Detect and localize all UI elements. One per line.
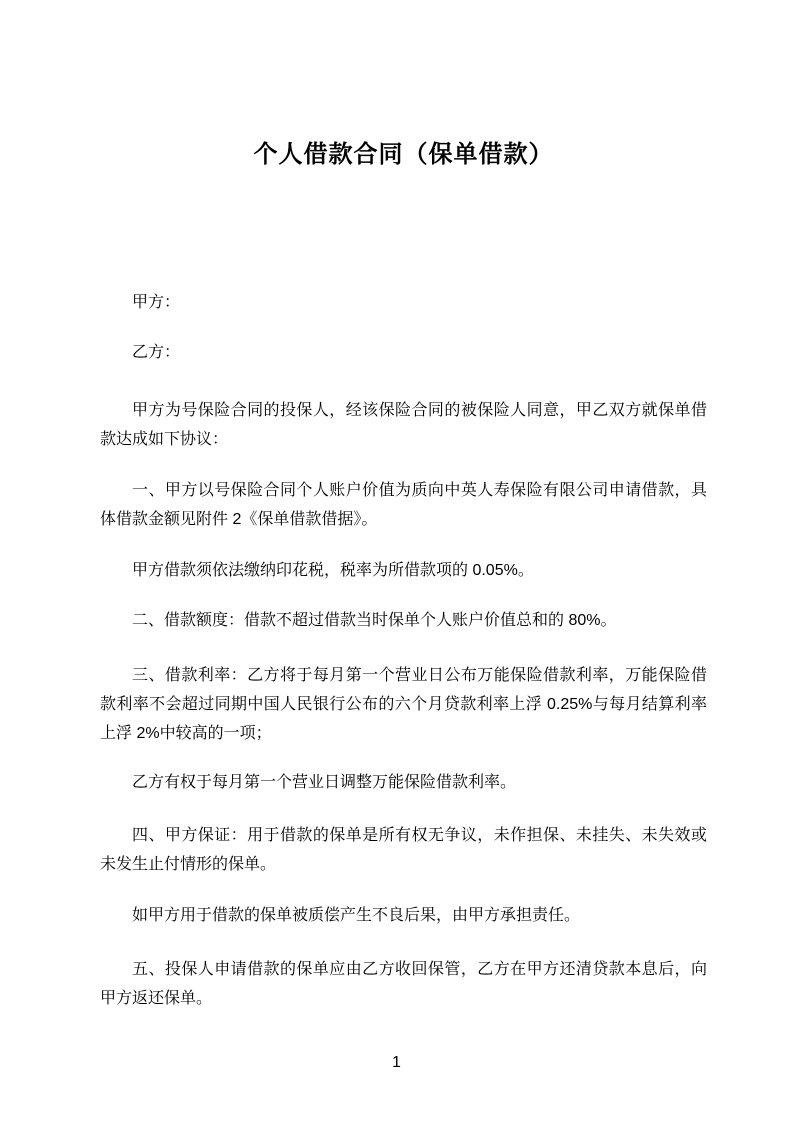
party-b-label: 乙方：	[132, 344, 181, 361]
document-body	[100, 0, 707, 1013]
clause-3-adjust-paragraph: 乙方有权于每月第一个营业日调整万能保险借款利率。	[132, 774, 517, 791]
clause-5-paragraph: 五、投保人申请借款的保单应由乙方收回保管，乙方在甲方还清贷款本息后，向甲方返还保单。	[100, 961, 707, 1007]
clause-4-liability-paragraph: 如甲方用于借款的保单被质偿产生不良后果，由甲方承担责任。	[132, 907, 581, 924]
clause-2-paragraph: 二、借款额度：借款不超过借款当时保单个人账户价值总和的 80%。	[132, 612, 617, 629]
clause-4-paragraph: 四、甲方保证：用于借款的保单是所有权无争议，未作担保、未挂失、未失效或未发生止付情形的保单。	[100, 827, 707, 873]
clause-1-stamp-tax-paragraph: 甲方借款须依法缴纳印花税，税率为所借款项的 0.05%。	[132, 562, 534, 579]
clause-1-paragraph: 一、甲方以号保险合同个人账户价值为质向中英人寿保险有限公司申请借款，具体借款金额见附件 2《保单借款借据》。	[100, 482, 707, 528]
party-a-label: 甲方：	[132, 294, 181, 311]
clause-3-paragraph: 三、借款利率：乙方将于每月第一个营业日公布万能保险借款利率，万能保险借款利率不会超过同期中国人民银行公布的六个月贷款利率上浮 0.25%与每月结算利率上浮 2%中较高的一项；	[100, 667, 707, 742]
page-number: 1	[392, 1054, 401, 1071]
preamble-paragraph: 甲方为号保险合同的投保人，经该保险合同的被保险人同意，甲乙双方就保单借款达成如下协议：	[100, 402, 707, 448]
document-title: 个人借款合同（保单借款）	[253, 141, 554, 168]
